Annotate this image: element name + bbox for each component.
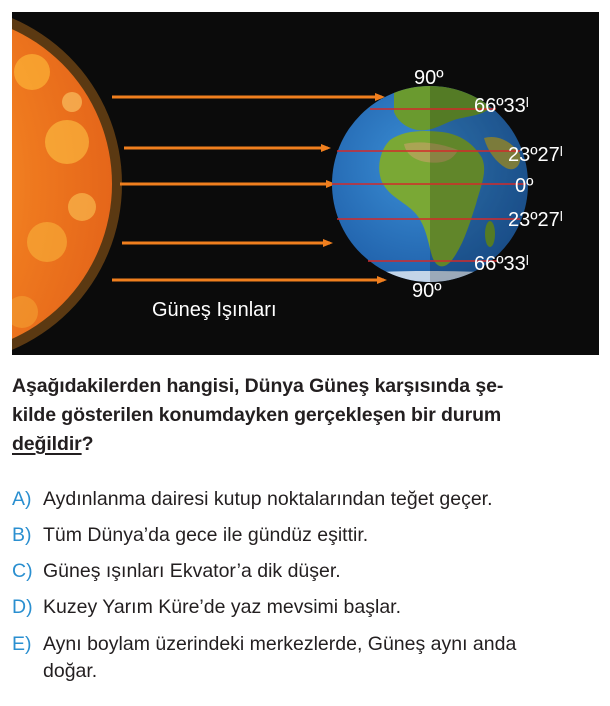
label-sun-rays: Güneş Işınları	[152, 299, 277, 321]
choice-text-continuation: doğar.	[43, 660, 98, 682]
choice-letter: D)	[12, 596, 33, 618]
choice-a[interactable]	[12, 486, 607, 513]
choice-text: Aydınlanma dairesi kutup noktalarından teğet geçer.	[43, 488, 493, 510]
choice-letter: B)	[12, 524, 32, 546]
choice-text: Aynı boylam üzerindeki merkezlerde, Güneş aynı anda	[43, 633, 517, 655]
choice-letter: E)	[12, 633, 32, 655]
question-emphasis: değildir	[12, 433, 82, 455]
figure-svg	[12, 12, 599, 355]
choice-d[interactable]	[12, 594, 607, 621]
earth-sun-figure	[12, 12, 599, 355]
question-line-1: Aşağıdakilerden hangisi, Dünya Güneş karşısında şe-	[12, 375, 504, 397]
label-antarctic-circle: 66º33ˡ	[474, 253, 529, 275]
choice-letter: A)	[12, 488, 32, 510]
choice-c[interactable]	[12, 558, 607, 585]
choice-text: Güneş ışınları Ekvator’a dik düşer.	[43, 560, 341, 582]
choice-text: Kuzey Yarım Küre’de yaz mevsimi başlar.	[43, 596, 401, 618]
label-south-pole: 90º	[412, 280, 442, 302]
question-line-3	[12, 430, 602, 459]
choice-e[interactable]	[12, 631, 607, 685]
label-tropic-south: 23º27ˡ	[508, 209, 563, 231]
label-tropic-north: 23º27ˡ	[508, 144, 563, 166]
choice-letter: C)	[12, 560, 33, 582]
label-north-pole: 90º	[414, 67, 444, 89]
choice-b[interactable]	[12, 522, 607, 549]
question-line-2: kilde gösterilen konumdayken gerçekleşen bir durum	[12, 404, 502, 426]
question-text	[12, 372, 602, 459]
choice-text: Tüm Dünya’da gece ile gündüz eşittir.	[43, 524, 369, 546]
label-arctic-circle: 66º33ˡ	[474, 95, 529, 117]
label-equator: 0º	[515, 175, 534, 197]
question-mark: ?	[81, 433, 94, 455]
